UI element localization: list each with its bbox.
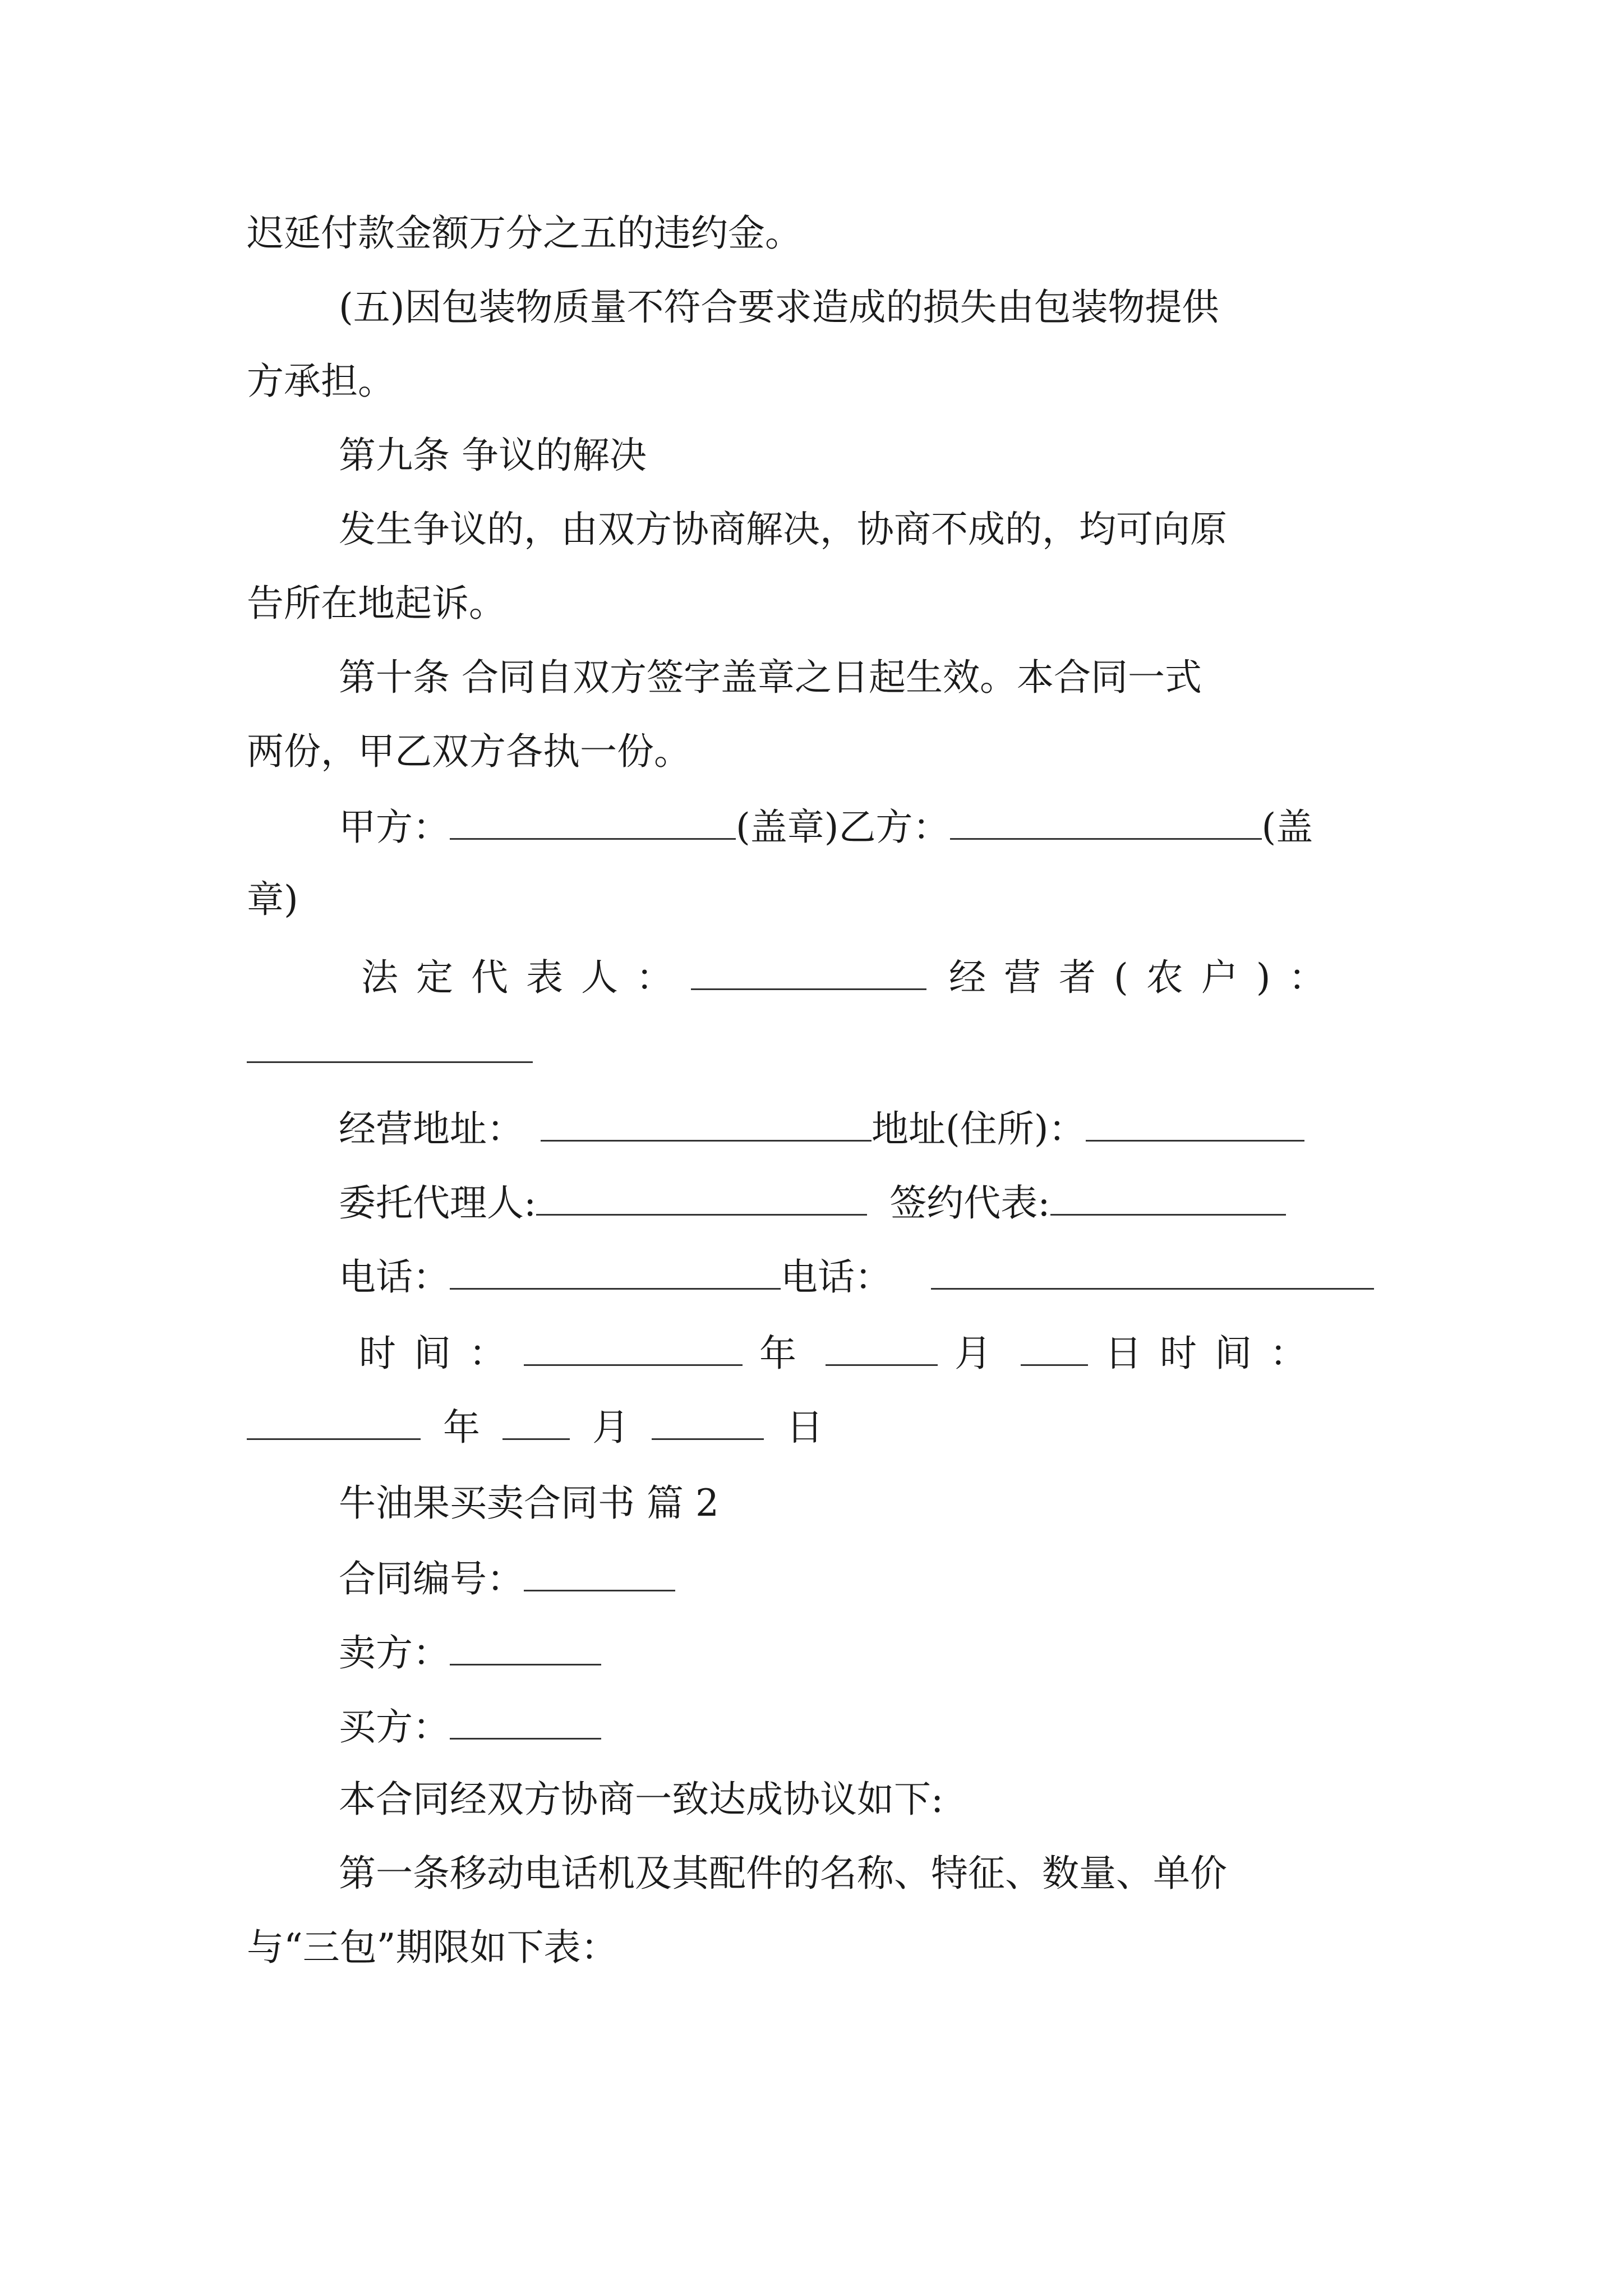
time-b-month-field[interactable] bbox=[502, 1404, 570, 1440]
paragraph-packaging-loss-cont: 方承担。 bbox=[247, 360, 395, 403]
paragraph-dispute: 发生争议的，由双方协商解决，协商不成的，均可向原 bbox=[339, 508, 1227, 551]
party-b-field[interactable] bbox=[950, 803, 1262, 840]
time-a-day-field[interactable] bbox=[1021, 1329, 1088, 1366]
contract-no-line bbox=[339, 1555, 1391, 1602]
seal-a-label: (盖章) bbox=[736, 806, 839, 849]
party-b-label: 乙方： bbox=[838, 806, 950, 849]
agent-label: 委托代理人: bbox=[339, 1181, 537, 1225]
operator-label: 经营者(农户)： bbox=[949, 956, 1344, 999]
party-signature-line bbox=[339, 803, 1391, 850]
time-a-year-field[interactable] bbox=[524, 1329, 743, 1366]
agent-field[interactable] bbox=[536, 1179, 867, 1216]
section-2-title: 牛油果买卖合同书 篇 2 bbox=[339, 1481, 719, 1525]
seller-label: 卖方： bbox=[339, 1631, 450, 1674]
year-label: 年 bbox=[759, 1332, 814, 1375]
signing-rep-field[interactable] bbox=[1050, 1179, 1286, 1216]
paragraph-dispute-cont: 告所在地起诉。 bbox=[247, 582, 506, 625]
seller-field[interactable] bbox=[450, 1629, 601, 1665]
time-b-day-field[interactable] bbox=[652, 1404, 764, 1440]
time-line bbox=[359, 1329, 1411, 1376]
phone-b-field[interactable] bbox=[931, 1253, 1374, 1290]
article-ten-cont: 两份，甲乙双方各执一份。 bbox=[247, 730, 691, 773]
article-one: 第一条移动电话机及其配件的名称、特征、数量、单价 bbox=[339, 1852, 1227, 1895]
day-time-b-label: 日时间： bbox=[1105, 1332, 1325, 1375]
biz-address-field[interactable] bbox=[541, 1105, 872, 1142]
month-label: 月 bbox=[955, 1332, 1009, 1375]
address-label: 地址(住所)： bbox=[872, 1107, 1086, 1151]
seal-b-label: (盖 bbox=[1261, 806, 1313, 849]
agreement-intro: 本合同经双方协商一致达成协议如下: bbox=[339, 1778, 944, 1821]
month2-label: 月 bbox=[592, 1406, 629, 1449]
time-b-line bbox=[247, 1404, 1391, 1450]
buyer-line bbox=[339, 1703, 1391, 1750]
agent-line bbox=[339, 1179, 1391, 1226]
legal-rep-field[interactable] bbox=[691, 954, 926, 990]
address-field[interactable] bbox=[1086, 1105, 1304, 1142]
phone-a-label: 电话： bbox=[339, 1255, 450, 1299]
party-a-label: 甲方： bbox=[339, 806, 450, 849]
address-line bbox=[339, 1105, 1391, 1152]
article-ten: 第十条 合同自双方签字盖章之日起生效。本合同一式 bbox=[339, 656, 1202, 699]
phone-line bbox=[339, 1253, 1391, 1300]
seal-b-cont: 章) bbox=[247, 878, 298, 921]
phone-a-field[interactable] bbox=[450, 1253, 781, 1290]
signing-rep-label: 签约代表: bbox=[889, 1181, 1050, 1225]
party-a-field[interactable] bbox=[450, 803, 736, 840]
operator-line-cont bbox=[247, 1027, 1391, 1073]
buyer-field[interactable] bbox=[450, 1703, 601, 1740]
article-nine-heading: 第九条 争议的解决 bbox=[339, 434, 647, 477]
time-b-year-field[interactable] bbox=[247, 1404, 421, 1440]
paragraph-penalty-end: 迟延付款金额万分之五的违约金。 bbox=[247, 211, 802, 255]
article-one-cont: 与“三包”期限如下表： bbox=[247, 1926, 618, 1969]
time-a-month-field[interactable] bbox=[826, 1329, 938, 1366]
contract-no-label: 合同编号： bbox=[339, 1557, 524, 1600]
year2-label: 年 bbox=[443, 1406, 480, 1449]
buyer-label: 买方： bbox=[339, 1705, 450, 1749]
time-a-label: 时间： bbox=[359, 1332, 524, 1375]
paragraph-packaging-loss: (五)因包装物质量不符合要求造成的损失由包装物提供 bbox=[339, 286, 1219, 329]
contract-no-field[interactable] bbox=[524, 1555, 675, 1591]
seller-line bbox=[339, 1629, 1391, 1676]
operator-field[interactable] bbox=[247, 1027, 533, 1063]
legal-rep-line bbox=[361, 954, 1413, 1000]
legal-rep-label: 法定代表人： bbox=[361, 956, 691, 999]
day2-label: 日 bbox=[786, 1406, 823, 1449]
biz-address-label: 经营地址： bbox=[339, 1107, 524, 1151]
phone-b-label: 电话： bbox=[781, 1255, 892, 1299]
